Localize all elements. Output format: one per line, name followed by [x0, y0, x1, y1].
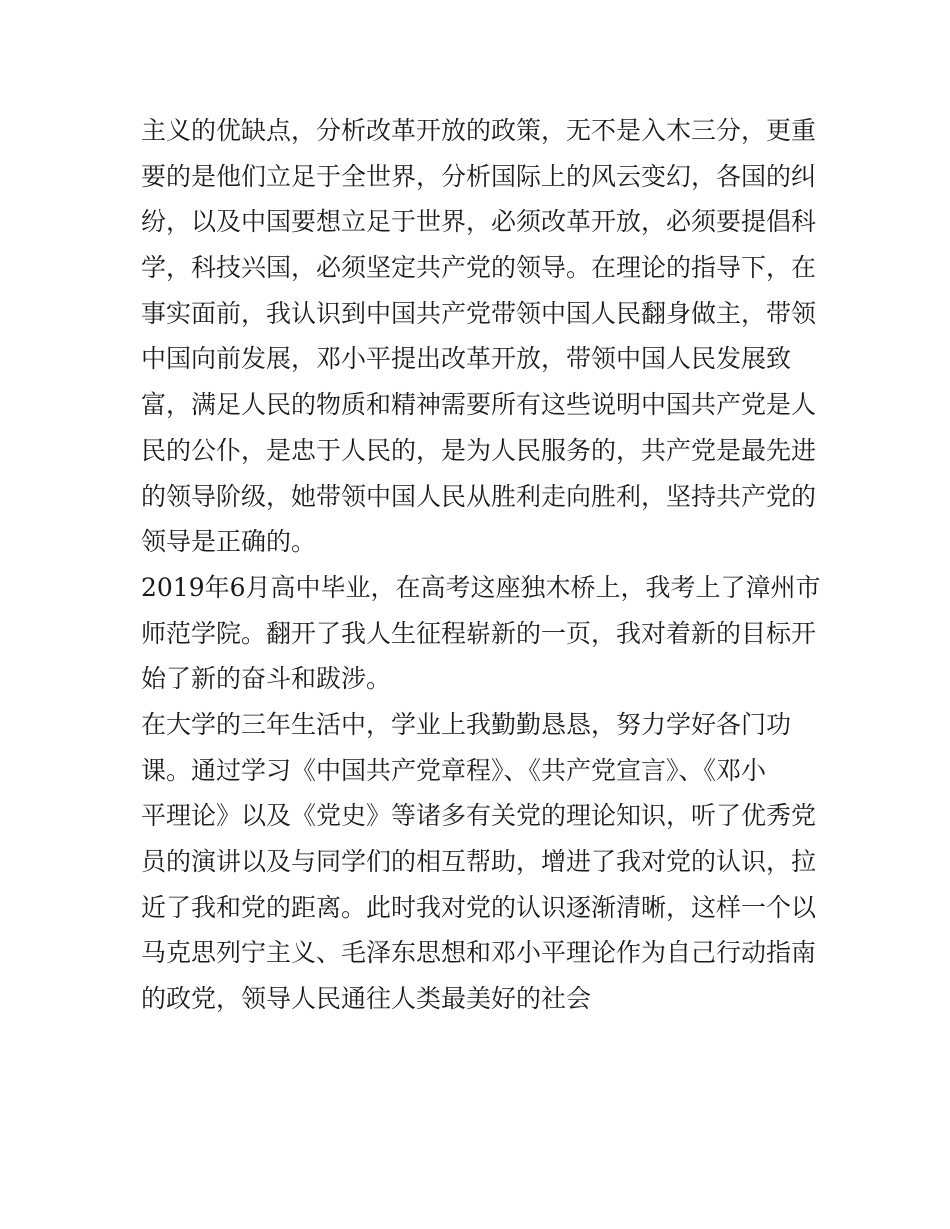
text-line: 近了我和党的距离。此时我对党的认识逐渐清晰，这样一个以 — [141, 892, 817, 922]
text-line: 领导是正确的。 — [141, 527, 317, 557]
text-line: 民的公仆，是忠于人民的，是为人民服务的，共产党是最先进 — [141, 435, 817, 465]
text-line: 富，满足人民的物质和精神需要所有这些说明中国共产党是人 — [141, 390, 817, 420]
text-line: 课。通过学习《中国共产党章程》、《共产党宣言》、《邓小 — [141, 755, 767, 785]
text-line: 始了新的奋斗和跋涉。 — [141, 664, 392, 694]
text-line: 平理论》以及《党史》等诸多有关党的理论知识，听了优秀党 — [141, 801, 817, 831]
text-line: 的政党，领导人民通往人类最美好的社会 — [141, 984, 592, 1014]
text-line: 事实面前，我认识到中国共产党带领中国人民翻身做主，带领 — [141, 298, 817, 328]
text-line: 要的是他们立足于全世界，分析国际上的风云变幻，各国的纠 — [141, 161, 817, 191]
text-line: 的领导阶级，她带领中国人民从胜利走向胜利，坚持共产党的 — [141, 481, 817, 511]
text-line: 中国向前发展，邓小平提出改革开放，带领中国人民发展致 — [141, 344, 792, 374]
text-line: 学，科技兴国，必须坚定共产党的领导。在理论的指导下，在 — [141, 253, 817, 283]
document-body — [141, 108, 821, 1022]
text-line: 员的演讲以及与同学们的相互帮助，增进了我对党的认识，拉 — [141, 847, 817, 876]
text-line: 主义的优缺点，分析改革开放的政策，无不是入木三分，更重 — [141, 116, 817, 145]
text-line: 2019年6月高中毕业，在高考这座独木桥上，我考上了漳州市 — [141, 572, 821, 602]
text-line: 马克思列宁主义、毛泽东思想和邓小平理论作为自己行动指南 — [141, 938, 817, 968]
text-line: 师范学院。翻开了我人生征程崭新的一页，我对着新的目标开 — [141, 618, 817, 648]
text-line: 在大学的三年生活中，学业上我勤勤恳恳，努力学好各门功 — [141, 709, 792, 739]
text-line: 纷，以及中国要想立足于世界，必须改革开放，必须要提倡科 — [141, 207, 817, 237]
